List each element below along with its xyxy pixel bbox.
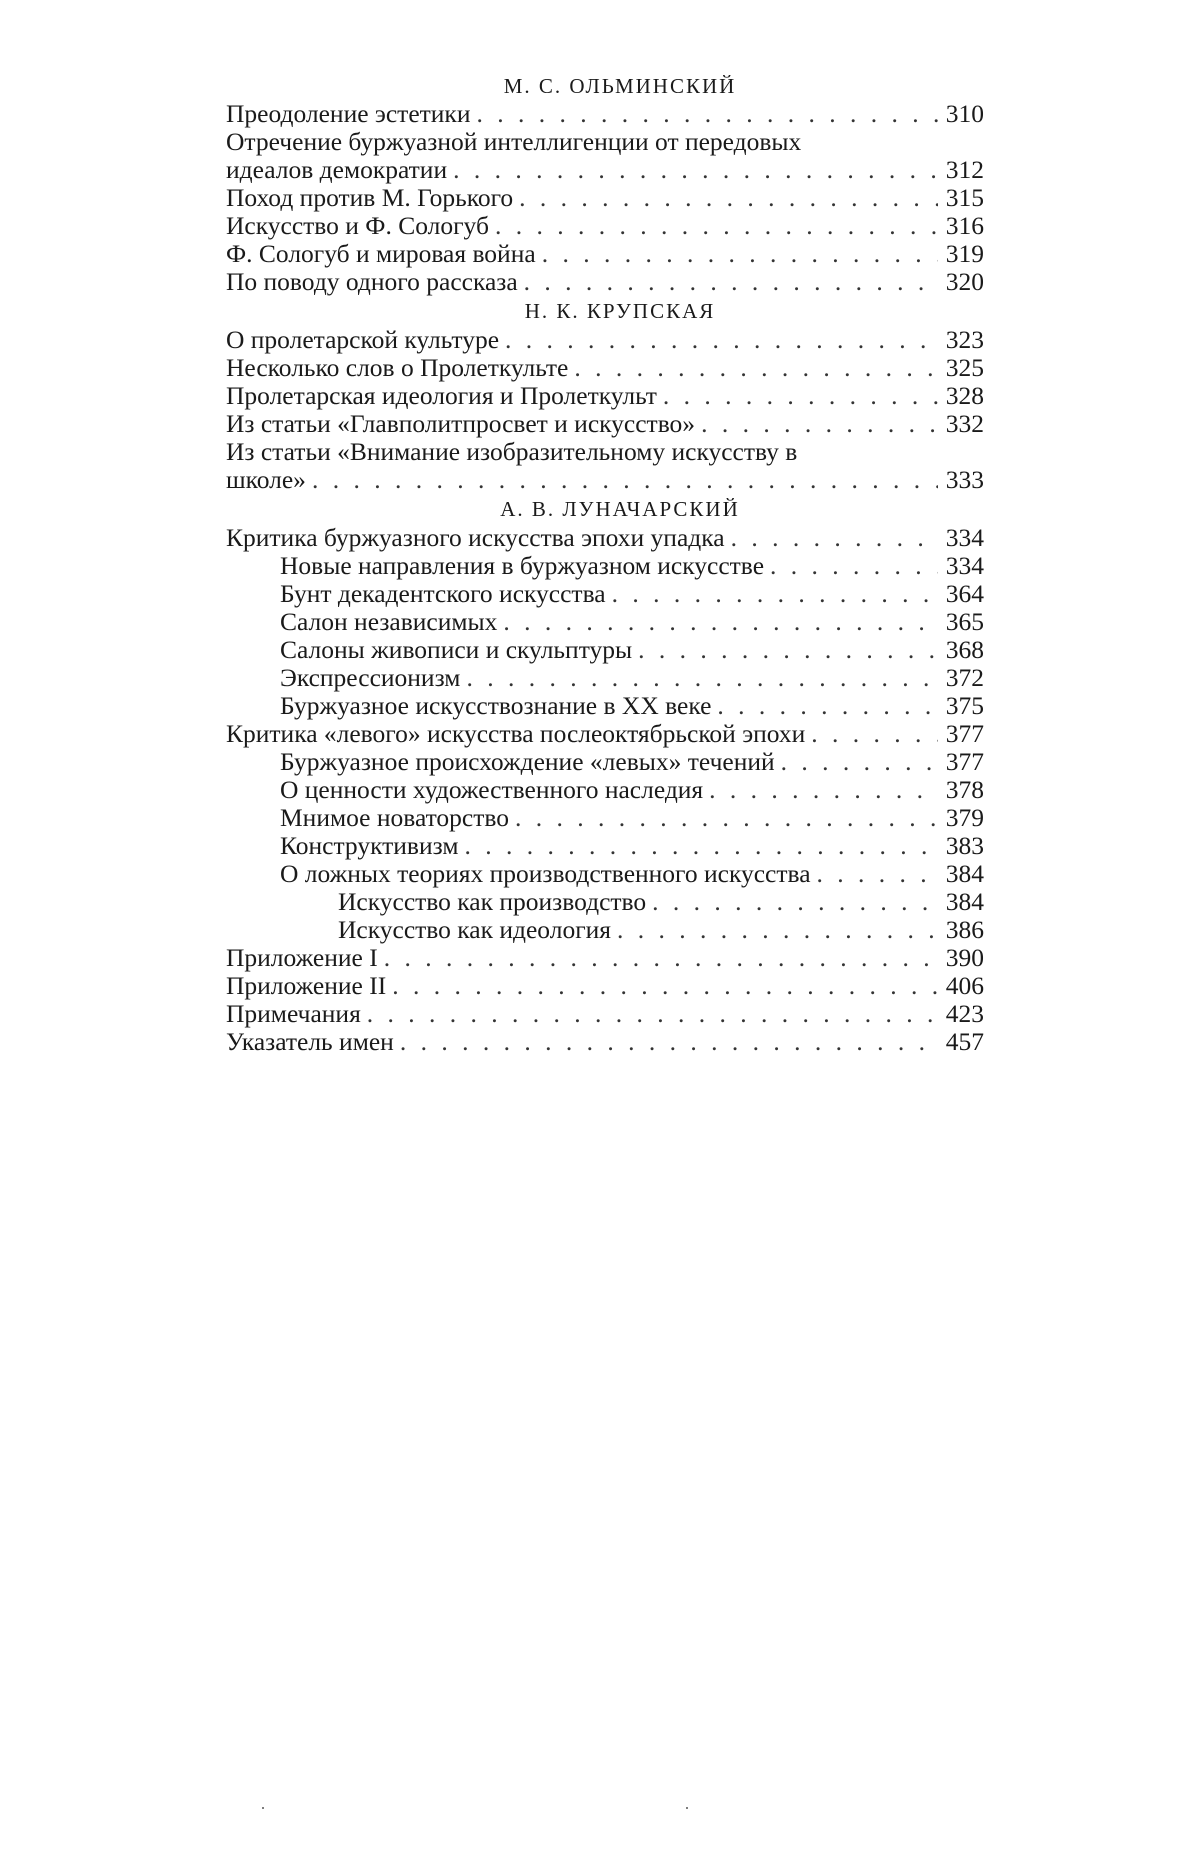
toc-subentry[interactable]	[226, 664, 984, 692]
toc-entry[interactable]	[226, 268, 984, 296]
toc-subentry[interactable]	[226, 748, 984, 776]
toc-entry-title: Указатель имен	[226, 1027, 394, 1056]
toc-entry[interactable]	[226, 524, 984, 552]
toc-backmatter-entry[interactable]	[226, 972, 984, 1000]
dot-leader	[657, 382, 938, 410]
toc-entry-title: Конструктивизм	[280, 831, 459, 860]
toc-entry-page: 328	[945, 381, 984, 410]
dot-leader	[361, 1000, 938, 1028]
toc-entry-title: Бунт декадентского искусства	[280, 579, 606, 608]
toc-entry-page: 379	[945, 803, 984, 832]
toc-entry-page: 334	[945, 523, 984, 552]
scan-speck	[686, 1807, 688, 1809]
toc-entry-title: Мнимое новаторство	[280, 803, 510, 832]
section-author-krupskaya: Н. К. КРУПСКАЯ	[524, 299, 716, 323]
toc-entry-continuation[interactable]	[226, 156, 984, 184]
toc-entry[interactable]	[226, 240, 984, 268]
toc-entry-title: Ф. Сологуб и мировая война	[226, 239, 536, 268]
section-author-lunacharsky: А. В. ЛУНАЧАРСКИЙ	[500, 497, 740, 521]
dot-leader	[725, 524, 938, 552]
toc-subentry[interactable]	[226, 608, 984, 636]
toc-entry-title: О пролетарской культуре	[226, 325, 500, 354]
toc-entry-page: 365	[945, 607, 984, 636]
dot-leader	[394, 1028, 938, 1056]
toc-entry-title: Отречение буржуазной интеллигенции от передовых	[226, 127, 802, 156]
toc-entry-page: 377	[945, 719, 984, 748]
toc-entry-title-cont: школе»	[226, 465, 306, 494]
toc-subentry[interactable]	[226, 636, 984, 664]
toc-subentry[interactable]	[226, 580, 984, 608]
toc-entry-title: Из статьи «Внимание изобразительному искусству в	[226, 437, 798, 466]
toc-entry-title: Искусство как производство	[338, 887, 647, 916]
dot-leader	[378, 944, 938, 972]
toc-entry-title: Новые направления в буржуазном искусстве	[280, 551, 765, 580]
toc-entry-page: 386	[945, 915, 984, 944]
toc-entry-page: 333	[945, 465, 984, 494]
toc-subentry[interactable]	[226, 692, 984, 720]
toc-entry-title: По поводу одного рассказа	[226, 267, 518, 296]
toc-entry-page: 325	[945, 353, 984, 382]
toc-entry-page: 375	[945, 691, 984, 720]
toc-entry-title: Экспрессионизм	[280, 663, 461, 692]
toc-entry-title: Буржуазное искусствознание в XX веке	[280, 691, 712, 720]
toc-entry-page: 372	[945, 663, 984, 692]
toc-entry-page: 423	[945, 999, 984, 1028]
toc-entry-title: Несколько слов о Пролеткульте	[226, 353, 569, 382]
dot-leader	[458, 832, 938, 860]
toc-entry-page: 319	[945, 239, 984, 268]
toc-entry-title: Критика «левого» искусства послеоктябрьской эпохи	[226, 719, 806, 748]
toc-entry-page: 406	[945, 971, 984, 1000]
dot-leader	[611, 916, 938, 944]
toc-backmatter-entry[interactable]	[226, 1028, 984, 1056]
dot-leader	[460, 664, 938, 692]
toc-entry[interactable]	[226, 212, 984, 240]
toc-subentry[interactable]	[226, 552, 984, 580]
dot-leader	[811, 860, 938, 888]
toc-entry-title: Искусство и Ф. Сологуб	[226, 211, 489, 240]
toc-entry[interactable]	[226, 184, 984, 212]
toc-entry-page: 364	[945, 579, 984, 608]
toc-entry-page: 383	[945, 831, 984, 860]
toc-entry-page: 378	[945, 775, 984, 804]
toc-entry-page: 384	[945, 859, 984, 888]
toc-backmatter-entry[interactable]	[226, 1000, 984, 1028]
dot-leader	[499, 326, 938, 354]
toc-entry-title: Поход против М. Горького	[226, 183, 514, 212]
dot-leader	[509, 804, 938, 832]
toc-entry-page: 384	[945, 887, 984, 916]
toc-entry-page: 316	[945, 211, 984, 240]
toc-entry-title: Приложение I	[226, 943, 378, 972]
dot-leader	[695, 410, 938, 438]
toc-entry-title: О ложных теориях производственного искусства	[280, 859, 811, 888]
toc-entry-title: Преодоление эстетики	[226, 99, 471, 128]
toc-entry-page: 323	[945, 325, 984, 354]
toc-entry-page: 390	[945, 943, 984, 972]
toc-entry-title-cont: идеалов демократии	[226, 155, 448, 184]
scan-speck	[262, 1807, 264, 1809]
dot-leader	[470, 100, 938, 128]
toc-entry-page: 368	[945, 635, 984, 664]
toc-subsubentry[interactable]	[226, 916, 984, 944]
dot-leader	[489, 212, 938, 240]
dot-leader	[386, 972, 938, 1000]
dot-leader	[568, 354, 938, 382]
toc-entry-title: Из статьи «Главполитпросвет и искусство»	[226, 409, 696, 438]
dot-leader	[646, 888, 938, 916]
toc-entry-title: Критика буржуазного искусства эпохи упадка	[226, 523, 725, 552]
toc-entry-title: Салоны живописи и скульптуры	[280, 635, 633, 664]
toc-entry-title: О ценности художественного наследия	[280, 775, 704, 804]
toc-entry-title: Салон независимых	[280, 607, 498, 636]
toc-entry-title: Примечания	[226, 999, 361, 1028]
toc-entry-page: 315	[945, 183, 984, 212]
dot-leader	[805, 720, 938, 748]
dot-leader	[513, 184, 938, 212]
table-of-contents	[226, 72, 984, 1056]
dot-leader	[703, 776, 938, 804]
dot-leader	[775, 748, 938, 776]
toc-entry-title: Искусство как идеология	[338, 915, 612, 944]
toc-subentry[interactable]	[226, 860, 984, 888]
dot-leader	[711, 692, 938, 720]
dot-leader	[518, 268, 938, 296]
toc-entry-page: 332	[945, 409, 984, 438]
dot-leader	[764, 552, 938, 580]
toc-subentry[interactable]	[226, 832, 984, 860]
toc-entry[interactable]	[226, 100, 984, 128]
toc-entry[interactable]	[226, 326, 984, 354]
section-author-olminsky: М. С. ОЛЬМИНСКИЙ	[503, 74, 737, 98]
toc-entry-continuation[interactable]	[226, 466, 984, 494]
dot-leader	[497, 608, 938, 636]
toc-entry[interactable]	[226, 354, 984, 382]
toc-entry-page: 457	[945, 1027, 984, 1056]
toc-entry-title: Пролетарская идеология и Пролеткульт	[226, 381, 657, 410]
toc-entry-page: 312	[945, 155, 984, 184]
toc-entry[interactable]	[226, 720, 984, 748]
scan-specks	[0, 1807, 1200, 1811]
toc-entry[interactable]	[226, 128, 984, 156]
toc-entry[interactable]	[226, 382, 984, 410]
toc-entry[interactable]	[226, 410, 984, 438]
dot-leader	[632, 636, 938, 664]
toc-subsubentry[interactable]	[226, 888, 984, 916]
toc-entry-page: 320	[945, 267, 984, 296]
toc-subentry[interactable]	[226, 804, 984, 832]
toc-backmatter-entry[interactable]	[226, 944, 984, 972]
dot-leader	[306, 466, 938, 494]
toc-entry-title: Приложение II	[226, 971, 387, 1000]
dot-leader	[447, 156, 938, 184]
toc-subentry[interactable]	[226, 776, 984, 804]
dot-leader	[536, 240, 938, 268]
toc-entry-page: 377	[945, 747, 984, 776]
toc-entry-page: 310	[945, 99, 984, 128]
toc-entry[interactable]	[226, 438, 984, 466]
toc-entry-title: Буржуазное происхождение «левых» течений	[280, 747, 775, 776]
toc-entry-page: 334	[945, 551, 984, 580]
dot-leader	[606, 580, 938, 608]
